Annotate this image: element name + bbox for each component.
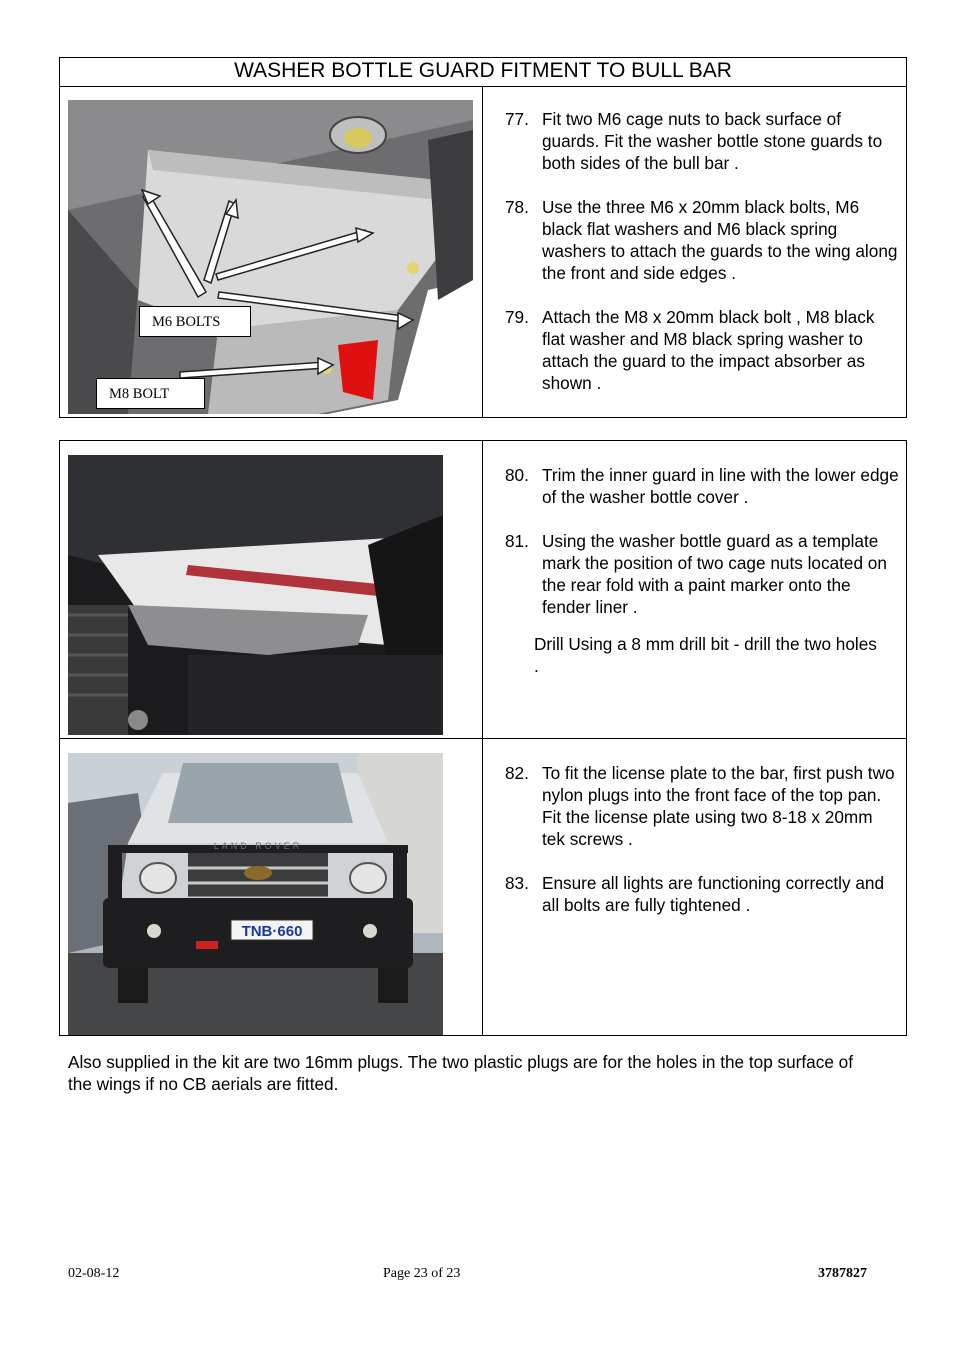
- steps-80-81: [505, 464, 900, 632]
- step-text: Use the three M6 x 20mm black bolts, M6 black flat washers and M6 black spring washers to attach the guards to the wing along the front and side edges .: [542, 197, 898, 283]
- step-number: 80.: [505, 465, 529, 485]
- column-divider: [482, 86, 483, 418]
- step-text: Using the washer bottle guard as a template mark the position of two cage nuts located on the rear fold with a paint marker onto the fender liner .: [542, 531, 887, 617]
- footer-page-number: Page 23 of 23: [383, 1266, 461, 1281]
- step-text: Fit two M6 cage nuts to back surface of guards. Fit the washer bottle stone guards to both sides of the bull bar .: [542, 109, 883, 173]
- step-item: [505, 464, 900, 508]
- step-text: Ensure all lights are functioning correctly and all bolts are fully tightened .: [542, 873, 885, 915]
- footer-date: 02-08-12: [68, 1266, 120, 1281]
- step-number: 77.: [505, 109, 529, 129]
- step-item: [505, 530, 900, 618]
- column-divider: [482, 440, 483, 1036]
- grille-lettering: LAND ROVER: [213, 841, 303, 851]
- step-item: [505, 196, 900, 284]
- m6-bolts-callout: M6 BOLTS: [139, 306, 251, 337]
- row-divider: [59, 738, 907, 739]
- step-number: 78.: [505, 197, 529, 217]
- step-item: [505, 306, 900, 394]
- drill-note: Drill Using a 8 mm drill bit - drill the two holes .: [534, 634, 877, 676]
- guard-diagram-image: [68, 100, 473, 414]
- step-text: To fit the license plate to the bar, first push two nylon plugs into the front face of the top pan. Fit the license plate using two 8-18 x 20mm tek screws .: [542, 763, 895, 849]
- step-item: [505, 872, 900, 916]
- closing-paragraph: Also supplied in the kit are two 16mm plugs. The two plastic plugs are for the holes in the top surface of the wings if no CB aerials are fitted.: [68, 1052, 854, 1094]
- title-divider: [59, 86, 907, 87]
- step-number: 81.: [505, 531, 529, 551]
- steps-77-79: [505, 108, 900, 416]
- section-title: WASHER BOTTLE GUARD FITMENT TO BULL BAR: [234, 59, 732, 82]
- m8-bolt-callout: M8 BOLT: [96, 378, 205, 409]
- step-number: 83.: [505, 873, 529, 893]
- vehicle-front-photo: [68, 753, 443, 1035]
- step-number: 79.: [505, 307, 529, 327]
- license-plate-text: TNB·660: [241, 923, 303, 940]
- inner-guard-photo: [68, 455, 443, 735]
- step-text: Attach the M8 x 20mm black bolt , M8 black flat washer and M8 black spring washer to attach the guard to the impact absorber as shown .: [542, 307, 875, 393]
- step-number: 82.: [505, 763, 529, 783]
- step-text: Trim the inner guard in line with the lower edge of the washer bottle cover .: [542, 465, 899, 507]
- step-item: [505, 762, 900, 850]
- steps-82-83: [505, 762, 900, 938]
- footer-doc-number: 3787827: [818, 1266, 867, 1281]
- step-item: [505, 108, 900, 174]
